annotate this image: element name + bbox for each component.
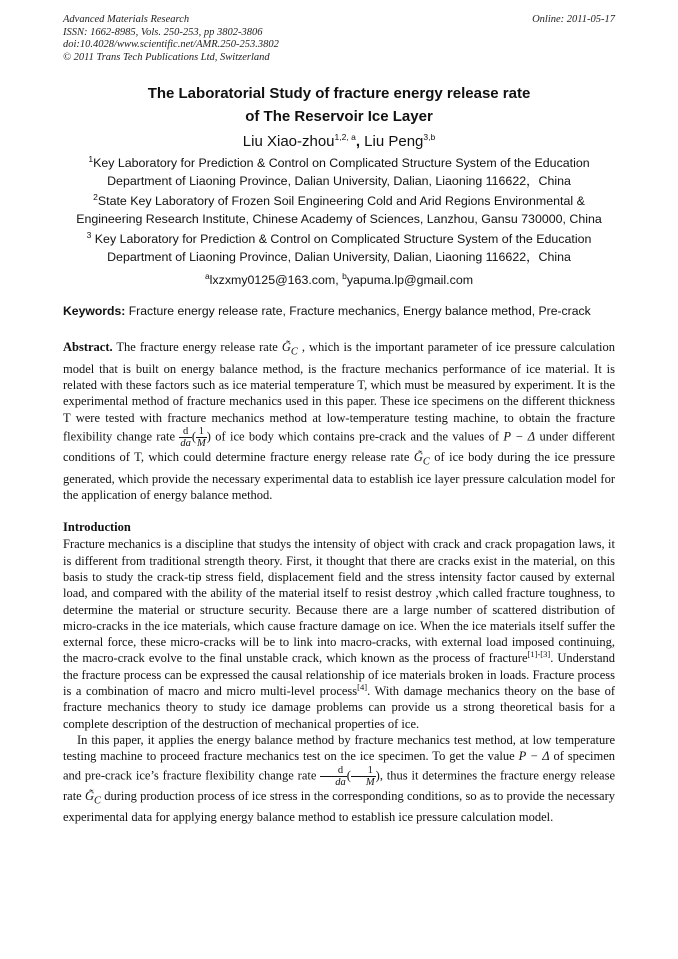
affiliation-3-sup: 3 xyxy=(86,229,92,240)
affiliation-3-text: Key Laboratory for Prediction & Control on Complicated Structure System of the Education Department of Liaoning Province, Dalian University, Dalian, Liaoning 116622，China xyxy=(94,232,592,264)
abstract xyxy=(63,339,615,503)
affiliation-2-sup: 2 xyxy=(93,191,98,202)
abstract-text-4: under different conditions of T, which could determine fracture energy release rate xyxy=(63,429,616,464)
flexibility-fraction: $\frac{1}{M}$ xyxy=(351,765,376,788)
abstract-text-5: of ice body during the ice pressure generated, which provide the necessary experimental data to establish ice layer pressure calculation model for the application of energy balance method. xyxy=(63,449,615,503)
affiliation-2-text: State Key Laboratory of Frozen Soil Engineering Cold and Arid Regions Environmental & Engineering Research Institute, Chinese Academy of Sciences, Lanzhou, Gansu 730000, China xyxy=(76,194,602,226)
author-separator: , xyxy=(355,133,365,150)
author-2-name: Liu Peng xyxy=(364,133,424,150)
online-date: Online: 2011-05-17 xyxy=(532,14,615,25)
intro-paragraph-1: Fracture mechanics is a discipline that studys the intensity of object with crack and crack propagation laws, it is different from traditional strength theory. First, it thought that there are cracks exist in the material, on this basis to study the crack-tip stress field, displacement field and the stress intensity factor caused by external load, and compared with the ability of the material itself to resist destroy ,which called fracture toughness, to determine the material or structure security. Because there are a large number of scattered distribution of micro-cracks in the ice materials, which cause fracture damage on ice. When the ice materials itself suffer the external force, these micro-cracks will be to link into macro-cracks, with external load imposed continuing, the macro-crack evolve to the final unstable crack, which known as the process of fracture[1]-[3]. Understand the fracture process can be expressed the causal relationship of ice materials broken in loads. Fracture process is a combination of macro and micro multi-level process[4]. With damage mechanics theory on the base of fracture mechanics theory to study ice damage problems can provide us a strong theoretical basis for a complete description of the destruction of mechanical properties of ice. xyxy=(63,537,616,731)
intro-paragraph-2: In this paper, it applies the energy balance method by fracture mechanics test method, at low temperature testing machine to proceed fracture mechanics test on the ice specimen. To get the value P − Δ of specimen and pre-crack ice’s fracture flexibility change rate $\frac{d}{da}$ ( $\frac{1}{M}$ ), thus it determines the fracture energy release rate $G̃_C$ during production process of ice stress in the corresponding conditions, so as to provide the necessary experimental data for applying energy balance method to establish ice pressure calculation model. xyxy=(63,732,616,825)
affiliation-1 xyxy=(63,155,615,190)
introduction-heading: Introduction xyxy=(63,520,131,535)
affiliation-3 xyxy=(63,231,615,266)
citation-1-3[interactable]: [1]-[3] xyxy=(527,649,551,660)
title-line-1: The Laboratorial Study of fracture energy release rate xyxy=(147,85,531,102)
author-list xyxy=(63,132,615,152)
abstract-text-1: The fracture energy release rate xyxy=(116,340,278,354)
author-1-name: Liu Xiao-zhou xyxy=(242,133,335,150)
copyright-line: © 2011 Trans Tech Publications Ltd, Switzerland xyxy=(63,51,270,63)
affiliation-1-text: Key Laboratory for Prediction & Control on Complicated Structure System of the Education Department of Liaoning Province, Dalian University, Dalian, Liaoning 116622，China xyxy=(93,156,590,188)
title-line-2: of The Reservoir Ice Layer xyxy=(245,108,433,125)
doi-line: doi:10.4028/www.scientific.net/AMR.250-253.3802 xyxy=(63,39,279,50)
email-b-sup: b xyxy=(342,270,347,281)
derivative-fraction: $\frac{d}{da}$ xyxy=(180,425,191,449)
citation-4[interactable]: [4] xyxy=(357,681,368,692)
energy-release-rate-symbol: $G̃_C$ xyxy=(84,788,101,807)
introduction-body xyxy=(63,536,615,825)
author-emails xyxy=(63,272,615,289)
journal-name: Advanced Materials Research xyxy=(63,14,190,25)
email-b[interactable]: yapuma.lp@gmail.com xyxy=(346,273,474,287)
keywords xyxy=(63,303,615,320)
author-1-affil: 1,2, a xyxy=(334,132,356,142)
email-a-sup: a xyxy=(204,270,210,281)
derivative-fraction: $\frac{d}{da}$ xyxy=(320,765,347,788)
affiliation-1-sup: 1 xyxy=(88,153,94,164)
abstract-text-3: of ice body which contains pre-crack and the values of xyxy=(215,429,500,444)
keywords-label: Keywords: xyxy=(63,304,126,318)
journal-header xyxy=(63,14,615,64)
abstract-text-2: , which is the important parameter of ice pressure calculation model that is built on energy balance method, is the fracture mechanics performance of ice material. It is related with these factors such as ice material temperature T, which must be measured by experiment. It is the experimental method of fracture mechanics used in this paper. These ice specimens on the different thickness T were tested with fracture mechanics method at low-temperature testing machine, to obtain the fracture flexibility change rate xyxy=(63,340,616,444)
energy-release-rate-symbol: $G̃_C$ xyxy=(281,340,298,358)
email-a[interactable]: lxzxmy0125@163.com xyxy=(209,273,336,287)
flexibility-fraction: $\frac{1}{M}$ xyxy=(197,425,206,449)
issn-line: ISSN: 1662-8985, Vols. 250-253, pp 3802-3806 xyxy=(63,26,263,38)
keywords-text: Fracture energy release rate, Fracture mechanics, Energy balance method, Pre-crack xyxy=(128,304,591,318)
p-delta-symbol: P − Δ xyxy=(503,429,536,444)
p-delta-symbol: P − Δ xyxy=(518,749,550,764)
author-2-affil: 3,b xyxy=(423,132,436,142)
energy-release-rate-symbol: $G̃_C$ xyxy=(413,449,430,468)
paper-title xyxy=(63,82,615,128)
abstract-paragraph: Abstract. The fracture energy release rate $G̃_C$ , which is the important parameter of ice pressure calculation model that is built on energy balance method, is the fracture mechanics performance of ice material. It is related with these factors such as ice material temperature T, which must be measured by experiment. It is the experimental method of fracture mechanics used in this paper. These ice specimens on the different thickness T were tested with fracture mechanics method at low-temperature testing machine, to obtain the fracture flexibility change rate $\frac{d}{da}$ ( $\frac{1}{M}$ ) of ice body which contains pre-crack and the values of P − Δ under different conditions of T, which could determine fracture energy release rate $G̃_C$ of ice body during the ice pressure generated, which provide the necessary experimental data to establish ice layer pressure calculation model for the application of energy balance method. xyxy=(63,340,616,503)
affiliation-2 xyxy=(63,193,615,228)
abstract-label: Abstract. xyxy=(63,340,113,354)
email-separator: , xyxy=(335,273,343,287)
